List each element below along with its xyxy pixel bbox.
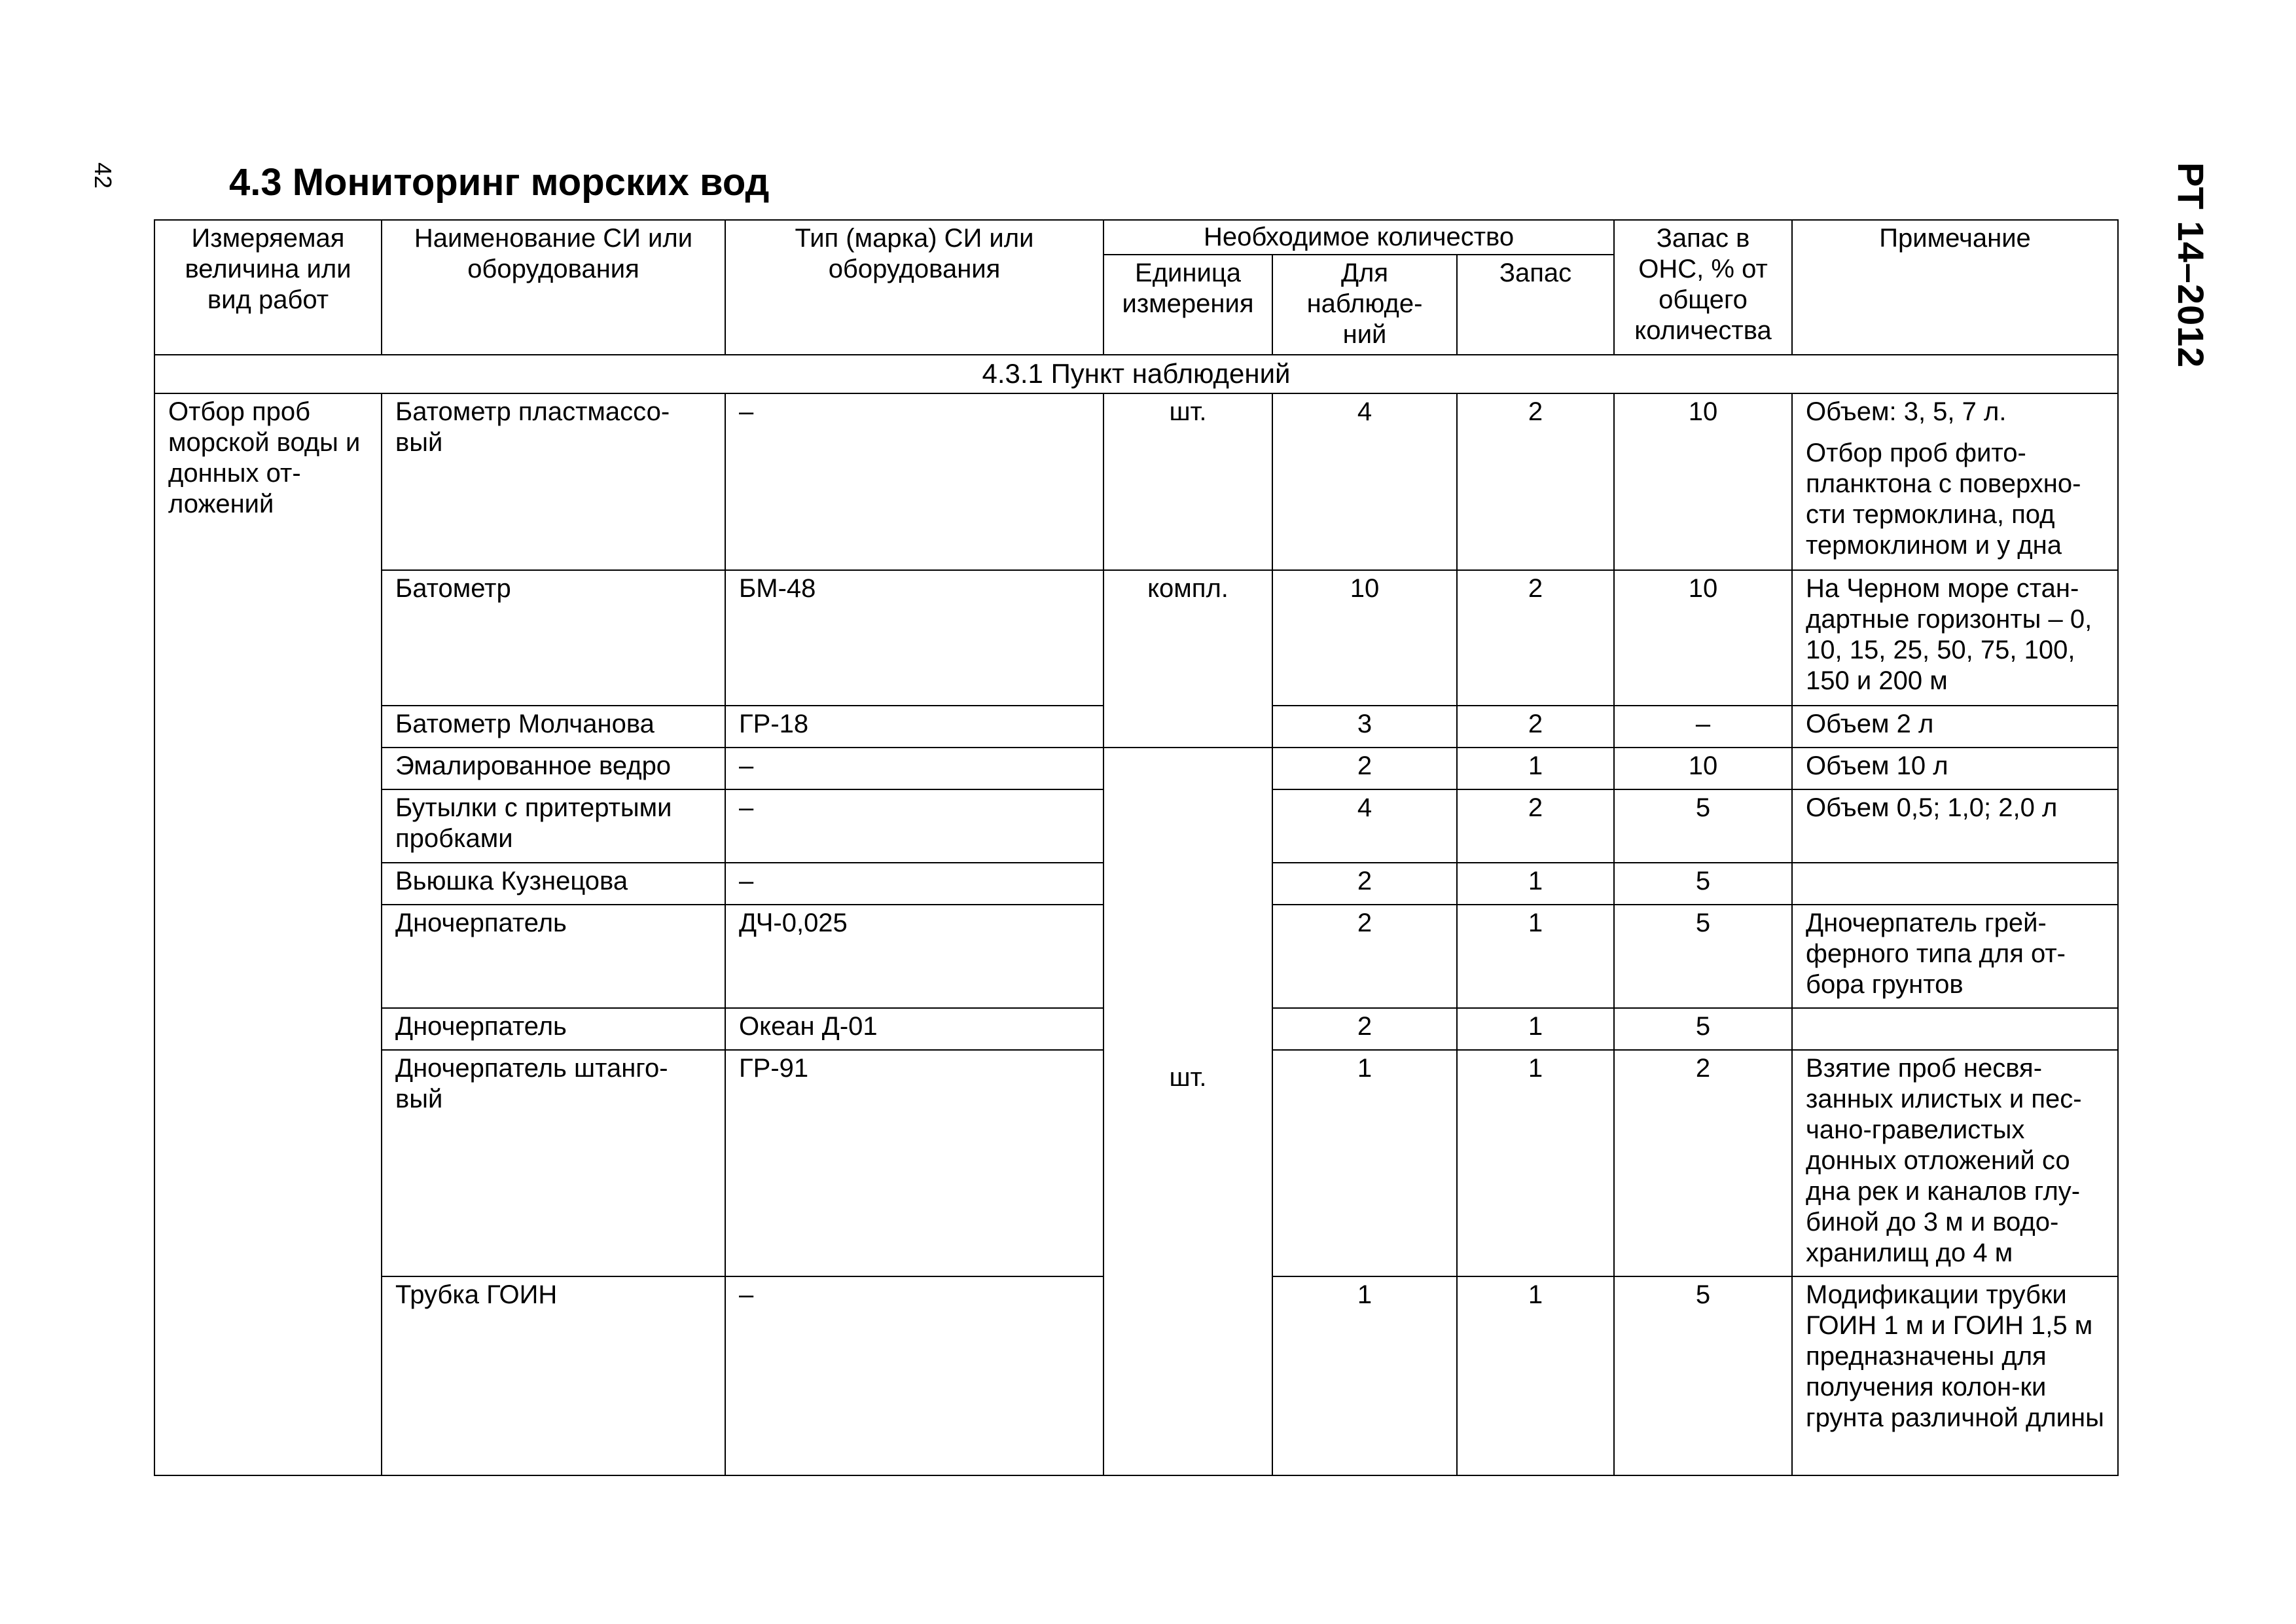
header-unit: Единица измерения [1103, 255, 1272, 355]
equipment-name-cell: Дночерпатель [382, 1008, 725, 1050]
observations-cell: 1 [1272, 1276, 1457, 1475]
observations-cell: 1 [1272, 1050, 1457, 1276]
note-cell: Взятие проб несвя-занных илистых и пес-чано-гравелистых донных отложений со дна рек и каналов глу-биной до 3 м и водо-хранилищ до 4 м [1792, 1050, 2118, 1276]
note-cell: Объем 0,5; 1,0; 2,0 л [1792, 789, 2118, 863]
header-measured-value: Измеряемая величина или вид работ [154, 220, 382, 355]
header-equipment-name: Наименование СИ или оборудования [382, 220, 725, 355]
observations-cell: 3 [1272, 706, 1457, 748]
ons-cell: 10 [1614, 570, 1792, 706]
observations-cell: 2 [1272, 1008, 1457, 1050]
note-cell: Объем 2 л [1792, 706, 2118, 748]
header-ons-reserve: Запас в ОНС, % от общего количества [1614, 220, 1792, 355]
unit-cell: шт. [1103, 393, 1272, 570]
ons-cell: 10 [1614, 748, 1792, 789]
table-row [154, 393, 2118, 570]
equipment-table [154, 219, 2119, 1476]
note-cell: Дночерпатель грей-ферного типа для от-бора грунтов [1792, 905, 2118, 1008]
note-cell: Модификации трубки ГОИН 1 м и ГОИН 1,5 м предназначены для получения колон-ки грунта различной длины [1792, 1276, 2118, 1475]
ons-cell: 5 [1614, 863, 1792, 905]
note-cell: Объем 10 л [1792, 748, 2118, 789]
header-row-1 [154, 220, 2118, 255]
section-row [154, 355, 2118, 393]
table-row [154, 570, 2118, 706]
reserve-cell: 2 [1457, 570, 1614, 706]
page-number: 42 [90, 162, 117, 189]
equipment-name-cell: Бутылки с притертыми пробками [382, 789, 725, 863]
equipment-name-cell: Батометр [382, 570, 725, 706]
equipment-type-cell: – [725, 789, 1103, 863]
observations-cell: 2 [1272, 863, 1457, 905]
note-cell [1792, 1008, 2118, 1050]
equipment-name-cell: Вьюшка Кузнецова [382, 863, 725, 905]
header-required-quantity: Необходимое количество [1103, 220, 1614, 255]
header-observations: Для наблюде-ний [1272, 255, 1457, 355]
equipment-type-cell: ГР-18 [725, 706, 1103, 748]
observations-cell: 4 [1272, 789, 1457, 863]
unit-cell: компл. [1103, 570, 1272, 748]
equipment-type-cell: ДЧ-0,025 [725, 905, 1103, 1008]
reserve-cell: 1 [1457, 1050, 1614, 1276]
equipment-type-cell: Океан Д-01 [725, 1008, 1103, 1050]
reserve-cell: 1 [1457, 1276, 1614, 1475]
header-reserve: Запас [1457, 255, 1614, 355]
equipment-name-cell: Трубка ГОИН [382, 1276, 725, 1475]
ons-cell: 10 [1614, 393, 1792, 570]
equipment-name-cell: Дночерпатель [382, 905, 725, 1008]
note-cell [1792, 393, 2118, 570]
reserve-cell: 1 [1457, 1008, 1614, 1050]
observations-cell: 2 [1272, 905, 1457, 1008]
note-gap [1806, 427, 2104, 438]
reserve-cell: 2 [1457, 706, 1614, 748]
equipment-type-cell: – [725, 748, 1103, 789]
header-note: Примечание [1792, 220, 2118, 355]
section-heading: 4.3.1 Пункт наблюдений [154, 355, 2118, 393]
header-equipment-type: Тип (марка) СИ или оборудования [725, 220, 1103, 355]
note-text: Объем: 3, 5, 7 л. [1806, 397, 2007, 426]
equipment-type-cell: ГР-91 [725, 1050, 1103, 1276]
ons-cell: 5 [1614, 1008, 1792, 1050]
equipment-name-cell: Эмалированное ведро [382, 748, 725, 789]
note-cell: На Черном море стан-дартные горизонты – 0, 10, 15, 25, 50, 75, 100, 150 и 200 м [1792, 570, 2118, 706]
note-text: Отбор проб фито-планктона с поверхно-сти термоклина, под термоклином и у дна [1806, 439, 2081, 560]
section-title: 4.3 Мониторинг морских вод [229, 161, 770, 204]
unit-cell: шт. [1103, 748, 1272, 1475]
equipment-type-cell: – [725, 863, 1103, 905]
table-row [154, 748, 2118, 789]
equipment-type-cell: – [725, 393, 1103, 570]
ons-cell: 5 [1614, 789, 1792, 863]
reserve-cell: 2 [1457, 789, 1614, 863]
equipment-name-cell: Батометр Молчанова [382, 706, 725, 748]
equipment-type-cell: БМ-48 [725, 570, 1103, 706]
equipment-name-cell: Батометр пластмассо-вый [382, 393, 725, 570]
document-code: РТ 14–2012 [2170, 162, 2212, 369]
observations-cell: 10 [1272, 570, 1457, 706]
ons-cell: 5 [1614, 905, 1792, 1008]
note-cell [1792, 863, 2118, 905]
ons-cell: 2 [1614, 1050, 1792, 1276]
observations-cell: 2 [1272, 748, 1457, 789]
reserve-cell: 2 [1457, 393, 1614, 570]
reserve-cell: 1 [1457, 905, 1614, 1008]
ons-cell: – [1614, 706, 1792, 748]
reserve-cell: 1 [1457, 863, 1614, 905]
work-type-cell: Отбор проб морской воды и донных от-ложений [154, 393, 382, 1475]
equipment-type-cell: – [725, 1276, 1103, 1475]
reserve-cell: 1 [1457, 748, 1614, 789]
ons-cell: 5 [1614, 1276, 1792, 1475]
equipment-name-cell: Дночерпатель штанго-вый [382, 1050, 725, 1276]
observations-cell: 4 [1272, 393, 1457, 570]
